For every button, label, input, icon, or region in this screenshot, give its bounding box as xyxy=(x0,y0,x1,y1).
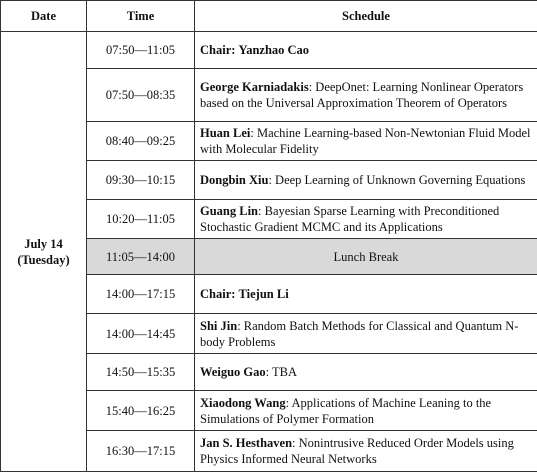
chair-cell xyxy=(195,275,537,314)
talk-title: : Nonintrusive Reduced Order Models using Physics Informed Neural Networks xyxy=(200,436,514,466)
talk-cell xyxy=(195,314,537,354)
speaker-name: Guang Lin xyxy=(200,203,259,218)
time-cell: 16:30—17:15 xyxy=(87,431,195,472)
talk-cell xyxy=(195,199,537,238)
time-cell: 11:05—14:00 xyxy=(87,238,195,275)
talk-title: : Bayesian Sparse Learning with Preconditioned Stochastic Gradient MCMC and its Applications xyxy=(200,203,500,234)
speaker-name: George Karniadakis xyxy=(200,79,309,94)
speaker-name: Weiguo Gao xyxy=(200,365,266,380)
speaker-name: Dongbin Xiu xyxy=(200,172,269,187)
talk-title: : Applications of Machine Leaning to the Simulations of Polymer Formation xyxy=(200,395,492,426)
time-cell: 09:30—10:15 xyxy=(87,160,195,199)
time-cell: 08:40—09:25 xyxy=(87,122,195,161)
time-cell: 07:50—11:05 xyxy=(87,32,195,69)
time-cell: 10:20—11:05 xyxy=(87,199,195,238)
chair-name: Yanzhao Cao xyxy=(238,42,310,57)
time-cell: 14:50—15:35 xyxy=(87,354,195,391)
chair-label: Chair: xyxy=(200,287,236,302)
speaker-name: Jan S. Hesthaven xyxy=(200,436,293,450)
talk-title: : Random Batch Methods for Classical and Quantum N-body Problems xyxy=(200,318,519,349)
speaker-name: Huan Lei xyxy=(200,125,251,140)
talk-cell xyxy=(195,354,537,391)
talk-cell xyxy=(195,160,537,199)
header-row xyxy=(1,1,537,32)
time-cell: 15:40—16:25 xyxy=(87,391,195,431)
header-time: Time xyxy=(87,1,195,32)
table-row xyxy=(1,32,537,69)
time-cell: 14:00—14:45 xyxy=(87,314,195,354)
talk-title: : TBA xyxy=(265,365,298,380)
speaker-name: Xiaodong Wang xyxy=(200,395,286,410)
chair-name: Tiejun Li xyxy=(238,287,289,302)
date-cell xyxy=(1,32,87,472)
speaker-name: Shi Jin xyxy=(200,318,238,333)
talk-cell xyxy=(195,122,537,161)
lunch-break-cell: Lunch Break xyxy=(195,238,537,275)
date-day: July 14 xyxy=(24,236,63,251)
date-weekday: (Tuesday) xyxy=(17,252,70,267)
header-date: Date xyxy=(1,1,87,32)
chair-cell xyxy=(195,32,537,69)
talk-title: : DeepOnet: Learning Nonlinear Operators based on the Universal Approximation Theorem of Operators xyxy=(200,79,524,110)
chair-label: Chair: xyxy=(200,42,236,57)
talk-cell xyxy=(195,68,537,121)
time-cell: 14:00—17:15 xyxy=(87,275,195,314)
talk-title: : Machine Learning-based Non-Newtonian Fluid Model with Molecular Fidelity xyxy=(200,125,531,156)
talk-title: : Deep Learning of Unknown Governing Equations xyxy=(268,172,526,187)
header-schedule: Schedule xyxy=(195,1,537,32)
time-cell: 07:50—08:35 xyxy=(87,68,195,121)
talk-cell xyxy=(195,391,537,431)
talk-cell xyxy=(195,431,537,472)
